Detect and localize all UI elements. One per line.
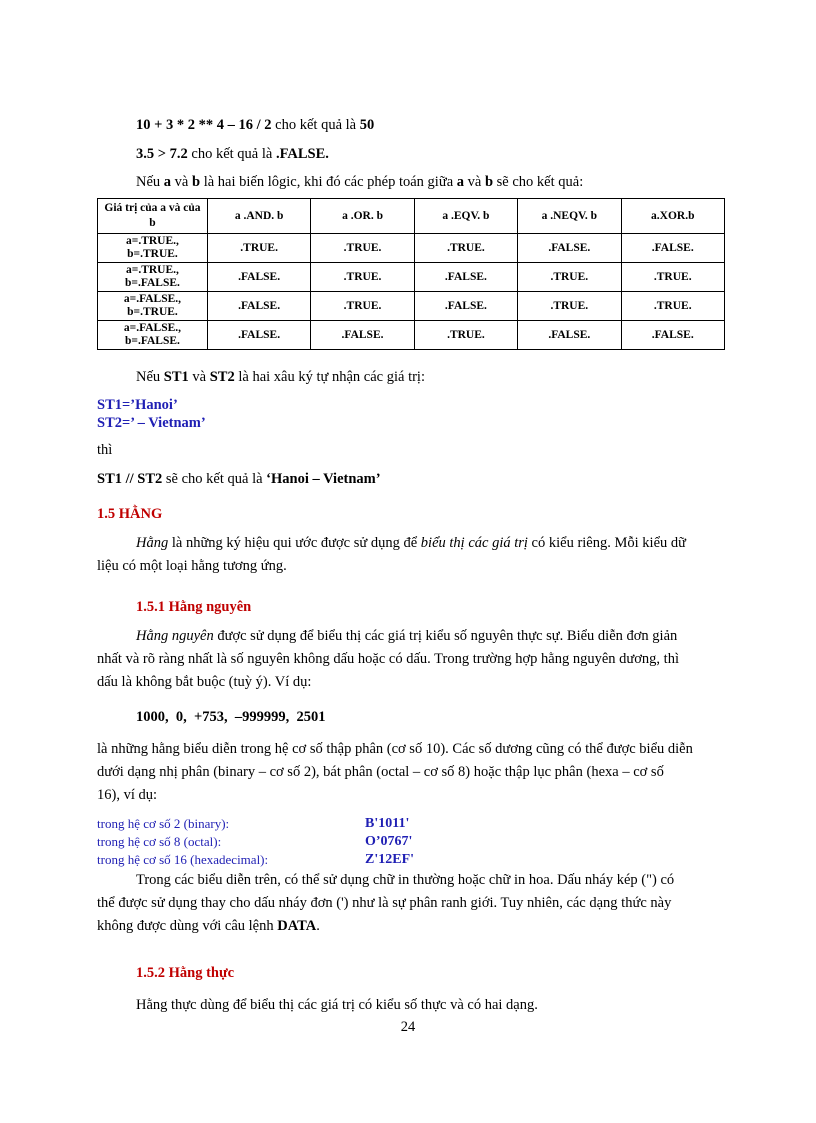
logic-intro <box>136 173 583 191</box>
table-cell: .FALSE. <box>311 321 414 350</box>
text-line: dưới dạng nhị phân (binary – cơ số 2), bát phân (octal – cơ số 8) hoặc thập lục phân (hexa – cơ số <box>97 764 664 780</box>
table-cell: .TRUE. <box>414 321 517 350</box>
table-cell: .TRUE. <box>518 292 621 321</box>
var-st1: ST1 <box>163 369 189 385</box>
table-cell: .FALSE. <box>207 321 310 350</box>
text-line: nhất và rõ ràng nhất là số nguyên không dấu hoặc có dấu. Trong trường hợp hằng nguyên dương, thì <box>97 651 679 667</box>
expression-connector: cho kết quả là <box>271 117 360 133</box>
text: là hai biến lôgic, khi đó các phép toán giữa <box>200 174 457 190</box>
table-header-cell: a .AND. b <box>207 199 310 234</box>
base-label: trong hệ cơ số 8 (octal): <box>97 834 222 849</box>
base-label: trong hệ cơ số 16 (hexadecimal): <box>97 852 269 867</box>
text-line: là những hằng biểu diễn trong hệ cơ số thập phân (cơ số 10). Các số dương cũng có thể được biểu diễn <box>97 741 693 757</box>
paragraph-bieu-dien <box>97 871 719 935</box>
code-st1: ST1=’Hanoi’ <box>97 397 178 413</box>
text: không được dùng với câu lệnh <box>97 918 278 934</box>
italic-term: Hằng <box>136 535 169 551</box>
section-heading-1-5-2: 1.5.2 Hằng thực <box>136 965 235 981</box>
table-cell: .TRUE. <box>414 234 517 263</box>
table-header-cell: a .NEQV. b <box>518 199 621 234</box>
section-heading-1-5-1: 1.5.1 Hằng nguyên <box>136 599 252 615</box>
string-intro <box>136 368 425 386</box>
table-row-label: a=.TRUE., b=.TRUE. <box>98 234 208 263</box>
table-header-row <box>98 199 725 234</box>
text: và <box>188 369 210 385</box>
expression-connector: sẽ cho kết quả là <box>162 471 267 487</box>
base-label: trong hệ cơ số 2 (binary): <box>97 816 230 831</box>
logic-operations-table <box>97 198 725 350</box>
base-value: B'1011' <box>365 816 410 831</box>
paragraph-co-so <box>97 740 719 804</box>
table-cell: .FALSE. <box>414 292 517 321</box>
text: . <box>316 918 320 934</box>
var-b: b <box>191 174 201 190</box>
table-cell: .FALSE. <box>207 292 310 321</box>
table-cell: .TRUE. <box>311 234 414 263</box>
text: và <box>464 174 485 190</box>
paragraph-hang-nguyen <box>97 627 719 691</box>
base-example-row <box>97 851 415 869</box>
table-cell: .FALSE. <box>621 321 725 350</box>
expression-text: 3.5 > 7.2 <box>136 146 188 162</box>
text: Nếu <box>136 174 164 190</box>
section-heading-1-5: 1.5 HẰNG <box>97 506 163 522</box>
base-value: Z'12EF' <box>365 852 415 867</box>
text: có kiểu riêng. Mỗi kiểu dữ <box>527 535 686 551</box>
var-st2: ST2 <box>209 369 235 385</box>
table-row <box>98 234 725 263</box>
concat-result <box>97 470 381 488</box>
var-b: b <box>484 174 494 190</box>
text: và <box>171 174 192 190</box>
table-cell: .TRUE. <box>518 263 621 292</box>
text-line: liệu có một loại hằng tương ứng. <box>97 558 287 574</box>
text: Nếu <box>136 369 164 385</box>
table-row-label: a=.FALSE., b=.TRUE. <box>98 292 208 321</box>
var-a: a <box>163 174 172 190</box>
table-cell: .FALSE. <box>621 234 725 263</box>
table-row <box>98 321 725 350</box>
table-cell: .TRUE. <box>621 263 725 292</box>
table-cell: .TRUE. <box>207 234 310 263</box>
keyword-data: DATA <box>277 918 317 934</box>
table-cell: .FALSE. <box>207 263 310 292</box>
expression-example-1 <box>136 116 374 134</box>
text: là những ký hiệu qui ước được sử dụng để <box>168 535 421 551</box>
expression-example-2 <box>136 145 329 163</box>
table-cell: .FALSE. <box>518 321 621 350</box>
italic-term: biểu thị các giá trị <box>420 535 528 551</box>
table-cell: .TRUE. <box>311 263 414 292</box>
text: là hai xâu ký tự nhận các giá trị: <box>234 369 425 385</box>
expression-text: ST1 // ST2 <box>97 471 163 487</box>
table-cell: .TRUE. <box>621 292 725 321</box>
var-a: a <box>456 174 465 190</box>
table-cell: .FALSE. <box>518 234 621 263</box>
expression-text: 10 + 3 * 2 ** 4 – 16 / 2 <box>136 117 272 133</box>
expression-result: 50 <box>359 117 375 133</box>
table-header-cell: a .OR. b <box>311 199 414 234</box>
base-example-row <box>97 815 410 833</box>
text-line: thể được sử dụng thay cho dấu nháy đơn (') như là sự phân ranh giới. Tuy nhiên, các dạng thức này <box>97 895 672 911</box>
expression-result: .FALSE. <box>275 146 329 162</box>
table-row <box>98 292 725 321</box>
table-row-label: a=.TRUE., b=.FALSE. <box>98 263 208 292</box>
paragraph-hang-thuc: Hằng thực dùng để biểu thị các giá trị có kiểu số thực và có hai dạng. <box>136 997 538 1013</box>
text: được sử dụng để biểu thị các giá trị kiểu số nguyên thực sự. Biểu diễn đơn giản <box>213 628 678 644</box>
base-example-row <box>97 833 413 851</box>
integer-examples: 1000, 0, +753, –999999, 2501 <box>136 709 326 725</box>
table-cell: .TRUE. <box>311 292 414 321</box>
text-line: Trong các biểu diễn trên, có thể sử dụng chữ in thường hoặc chữ in hoa. Dấu nháy kép (") có <box>136 872 675 888</box>
text-line: dấu là không bắt buộc (tuỳ ý). Ví dụ: <box>97 674 312 690</box>
code-st2: ST2=’ – Vietnam’ <box>97 415 206 431</box>
table-header-cell: a .EQV. b <box>414 199 517 234</box>
page-number: 24 <box>400 1019 416 1035</box>
text-line: 16), ví dụ: <box>97 787 158 803</box>
expression-connector: cho kết quả là <box>187 146 276 162</box>
table-row-label: a=.FALSE., b=.FALSE. <box>98 321 208 350</box>
base-examples <box>97 815 415 869</box>
table-row <box>98 263 725 292</box>
base-value: O’0767' <box>365 834 413 849</box>
table-header-cell: a.XOR.b <box>621 199 725 234</box>
text: sẽ cho kết quả: <box>493 174 584 190</box>
table-header-cell: Giá trị của a và của b <box>98 199 208 234</box>
expression-result: ‘Hanoi – Vietnam’ <box>266 471 381 487</box>
italic-term: Hằng nguyên <box>136 628 214 644</box>
table-cell: .FALSE. <box>414 263 517 292</box>
text-thi: thì <box>97 442 113 458</box>
paragraph-hang <box>97 534 719 575</box>
